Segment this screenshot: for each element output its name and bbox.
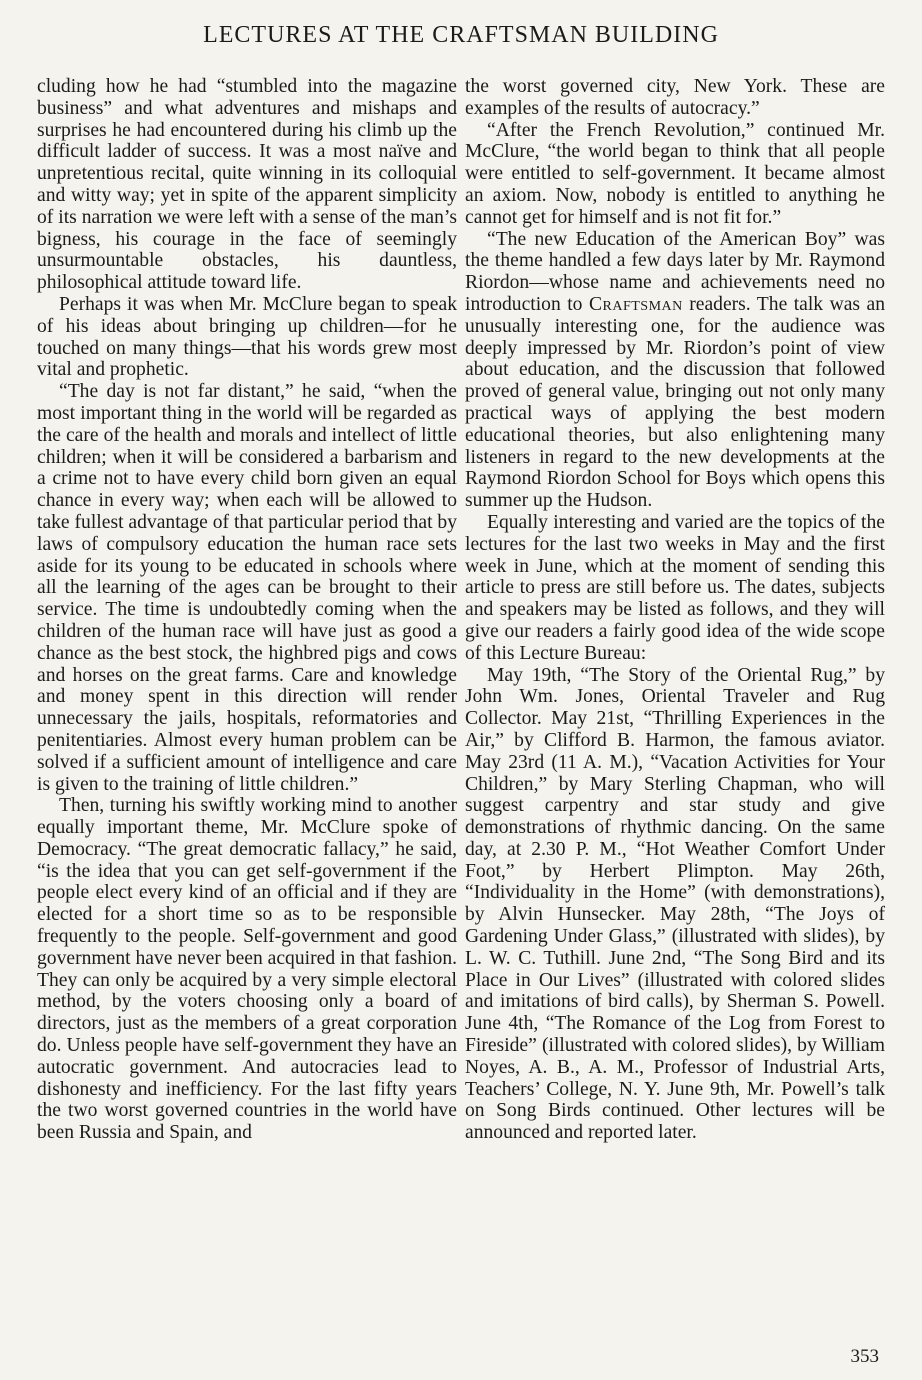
paragraph: Perhaps it was when Mr. McClure began to speak of his ideas about bringing up children—for he touched on many things—that his words grew most vital and prophetic. (37, 293, 457, 381)
paragraph: “The day is not far distant,” he said, “when the most important thing in the world will be regarded as the care of the health and morals and intellect of little children; when it will be considered a barbarism and a crime not to have every child born given an equal chance in every way; when each will be allowed to take fullest advantage of that particular period that by laws of compulsory education the human race sets aside for its young to be educated in schools where all the learning of the ages can be brought to their service. The time is undoubtedly coming when the children of the human race will have just as good a chance as the best stock, the highbred pigs and cows and horses on the great farms. Care and knowledge and money spent in this direction will render unnecessary the jails, hospitals, reformatories and penitentiaries. Almost every human problem can be solved if a sufficient amount of intelligence and care is given to the training of little children.” (37, 381, 458, 795)
lecture-schedule: May 19th, “The Story of the Oriental Rug,” by John Wm. Jones, Oriental Traveler and Rug Collector. May 21st, “Thrilling Experiences in the Air,” by Clifford B. Harmon, the famous aviator. May 23rd (11 A. M.), “Vacation Activities for Your Children,” by Mary Sterling Chapman, who will suggest carpentry and star study and give demonstrations of rhythmic dancing. On the same day, at 2.30 P. M., “Hot Weather Comfort Under Foot,” by Herbert Plimpton. May 26th, “Individuality in the Home” (with demonstrations), by Alvin Hunsecker. May 28th, “The Joys of Gardening Under Glass,” (illustrated with slides), by L. W. C. Tuthill. June 2nd, “The Song Bird and its Place in Our Lives” (illustrated with colored slides and imitations of bird calls), by Sherman S. Powell. June 4th, “The Romance of the Log from Forest to Fireside” (illustrated with colored slides), by William Noyes, A. B., A. M., Professor of Industrial Arts, Teachers’ College, N. Y. June 9th, Mr. Powell’s talk on Song Birds continued. Other lectures will be announced and reported later. (465, 664, 885, 1144)
page-number: 353 (850, 1346, 879, 1367)
paragraph: “After the French Revolution,” continued Mr. McClure, “the world began to think that all people were entitled to self-government. It became almost an axiom. Now, nobody is entitled to anything he cannot get for himself and is not fit for.” (465, 119, 885, 228)
paragraph (465, 229, 885, 512)
paragraph-text: readers. The talk was an unusually interesting one, for the audience was deeply impressed by Mr. Riordon’s point of view about education, and the discussion that followed proved of general value, bringing out not only many practical ways of applying the best modern educational theories, but also enlightening many listeners in regard to the new developments at the Raymond Riordon School for Boys which opens this summer up the Hudson. (465, 293, 885, 512)
paragraph-text: “The new Education of the American Boy” was the theme handled a few days later by Mr. Raymond Riordon—whose name and achievements need no introduction to (465, 228, 885, 315)
paragraph: cluding how he had “stumbled into the magazine business” and what adventures and mishaps and surprises he had encountered during his climb up the difficult ladder of success. It was a most naïve and unpretentious recital, quite winning in its colloquial and witty way; yet in spite of the apparent simplicity of its narration we were left with a sense of the man’s bigness, his courage in the face of seemingly unsurmountable obstacles, his dauntless, philosophical attitude toward life. (37, 76, 457, 294)
paragraph: the worst governed city, New York. These are examples of the results of autocracy.” (465, 76, 885, 119)
running-head: LECTURES AT THE CRAFTSMAN BUILDING (203, 22, 719, 48)
paragraph: Then, turning his swiftly working mind to another equally important theme, Mr. McClure spoke of Democracy. “The great democratic fallacy,” he said, “is the idea that you can get self-government if the people elect every kind of an official and if they are elected for a short time so as to be responsible frequently to the people. Self-government and good government have never been acquired in that fashion. They can only be acquired by a very simple electoral method, by the voters choosing only a board of directors, just as the members of a great corporation do. Unless people have self-government they have an autocratic government. And autocracies lead to dishonesty and inefficiency. For the last fifty years the two worst governed countries in the world have been Russia and Spain, and (37, 795, 458, 1144)
right-column (465, 76, 885, 1144)
left-column (37, 76, 457, 1144)
paragraph: Equally interesting and varied are the topics of the lectures for the last two weeks in May and the first week in June, which at the moment of sending this article to press are still before us. The dates, subjects and speakers may be listed as follows, and they will give our readers a fairly good idea of the wide scope of this Lecture Bureau: (465, 511, 885, 664)
magazine-name: Craftsman (588, 293, 683, 315)
